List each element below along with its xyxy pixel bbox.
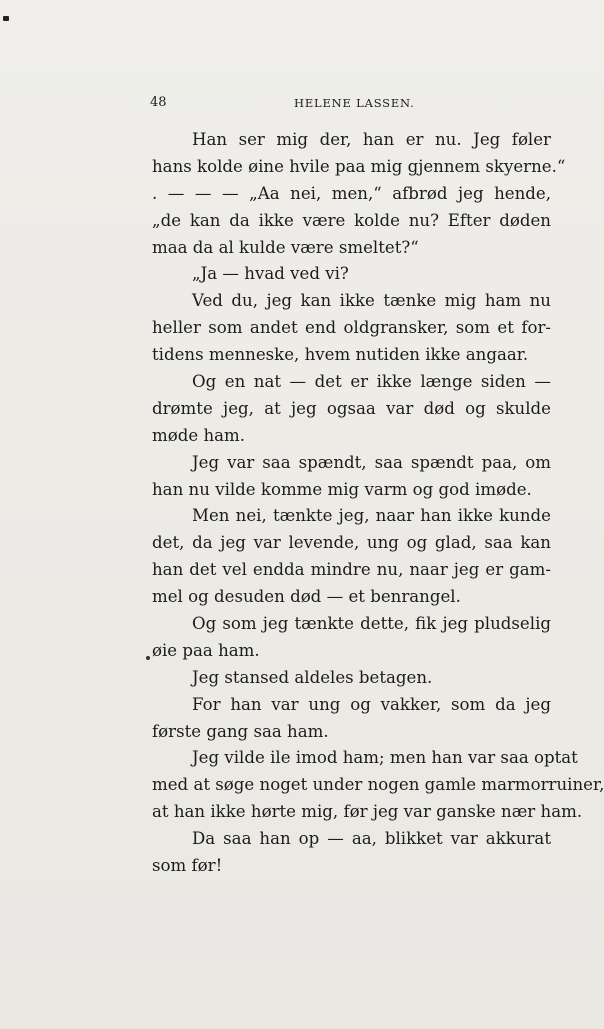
- running-head: [150, 95, 550, 111]
- text-line: drømte jeg, at jeg ogsaa var død og skulde: [152, 398, 551, 418]
- running-title: HELENE LASSEN.: [294, 96, 415, 110]
- text-line: Og en nat — det er ikke længe siden —: [192, 372, 551, 392]
- text-line: møde ham.: [152, 425, 246, 445]
- text-line: han det vel endda mindre nu, naar jeg er gam-: [152, 560, 551, 580]
- text-line: For han var ung og vakker, som da jeg: [192, 694, 551, 714]
- text-line: „de kan da ikke være kolde nu? Efter døden: [152, 210, 551, 230]
- text-line: Jeg var saa spændt, saa spændt paa, om: [192, 452, 551, 472]
- body-text: [152, 127, 604, 880]
- text-line: heller som andet end oldgransker, som et for-: [152, 318, 551, 338]
- text-line: hans kolde øine hvile paa mig gjennem skyerne.“: [152, 156, 566, 176]
- text-line: det, da jeg var levende, ung og glad, saa kan: [152, 533, 551, 553]
- text-line: Da saa han op — aa, blikket var akkurat: [192, 829, 551, 849]
- text-line: Men nei, tænkte jeg, naar han ikke kunde: [192, 506, 551, 526]
- scan-ink-dot: [146, 656, 150, 660]
- page-number: 48: [150, 95, 167, 110]
- text-line: at han ikke hørte mig, før jeg var ganske nær ham.: [152, 802, 583, 822]
- text-line: Han ser mig der, han er nu. Jeg føler: [192, 130, 551, 149]
- text-line: . — — — „Aa nei, men,“ afbrød jeg hende,: [152, 183, 551, 203]
- text-line: Jeg vilde ile imod ham; men han var saa optat: [192, 748, 578, 768]
- text-line: som før!: [152, 856, 223, 876]
- text-line: med at søge noget under nogen gamle marmorruiner,: [152, 775, 604, 795]
- text-line: Jeg stansed aldeles betagen.: [192, 667, 433, 687]
- text-line: mel og desuden død — et benrangel.: [152, 587, 461, 607]
- text-line: første gang saa ham.: [152, 721, 329, 741]
- text-line: han nu vilde komme mig varm og god imøde.: [152, 479, 532, 499]
- text-line: Og som jeg tænkte dette, fik jeg pludselig: [192, 614, 551, 634]
- text-line: øie paa ham.: [152, 640, 260, 660]
- text-line: Ved du, jeg kan ikke tænke mig ham nu: [192, 291, 551, 311]
- scan-edge-mark: [3, 16, 9, 21]
- text-line: tidens menneske, hvem nutiden ikke angaar.: [152, 345, 529, 365]
- text-line: „Ja — hvad ved vi?: [192, 264, 349, 284]
- text-line: maa da al kulde være smeltet?“: [152, 237, 419, 257]
